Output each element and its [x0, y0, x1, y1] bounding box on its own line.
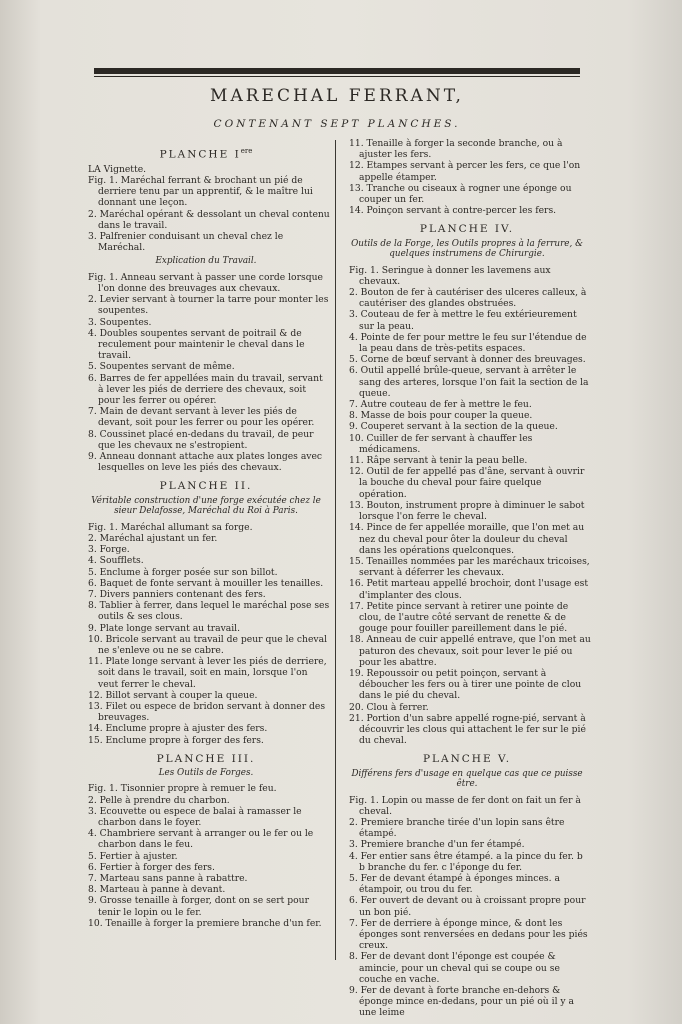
list-item: 5. Corne de bœuf servant à donner des breuvages.: [349, 354, 586, 366]
list-item: 3. Premiere branche d'un fer étampé.: [349, 839, 525, 851]
list-item: 18. Anneau de cuir appellé entrave, que l'on met au paturon des chevaux, soit pour lever le pié ou pour les abattre.: [349, 634, 591, 668]
list-item: 3. Ecouvette ou espece de balai à ramasser le charbon dans le foyer.: [88, 805, 302, 829]
list-item: 7. Main de devant servant à lever les piés de devant, soit pour les ferrer ou pour les opérer.: [88, 406, 315, 429]
page-subtitle: CONTENANT SEPT PLANCHES.: [213, 118, 461, 130]
list-item: 6. Baquet de fonte servant à mouiller les tenailles.: [88, 577, 324, 589]
list-item: 7. Autre couteau de fer à mettre le feu.: [349, 399, 532, 411]
list-item: Fig. 1. Tisonnier propre à remuer le feu.: [88, 783, 277, 795]
list-item: 4. Chambriere servant à arranger ou le fer ou le charbon dans le feu.: [88, 828, 314, 851]
list-item: 7. Marteau sans panne à rabattre.: [88, 873, 248, 885]
list-item: 11. Tenaille à forger la seconde branche, ou à ajuster les fers.: [349, 138, 563, 161]
list-item: 9. Anneau donnant attache aux plates longes avec lesquelles on leve les piés des chevaux.: [88, 451, 323, 474]
list-item: 9. Grosse tenaille à forger, dont on se sert pour tenir le lopin ou le fer.: [88, 895, 309, 918]
list-item: 4. Soufflets.: [88, 555, 144, 567]
list-item: 8. Masse de bois pour couper la queue.: [349, 410, 533, 422]
list-item: 2. Premiere branche tirée d'un lopin sans être étampé.: [349, 816, 565, 840]
planche-1-sup: ere: [240, 147, 253, 155]
list-item: 9. Fer de devant à forte branche en-dehors & éponge mince en-dedans, pour un pié où il y a une leime: [349, 985, 575, 1019]
column-divider: [335, 140, 336, 960]
list-item: Fig. 1. Seringue à donner les lavemens aux chevaux.: [349, 264, 551, 287]
list-item: 8. Marteau à panne à devant.: [88, 884, 226, 896]
list-item: 13. Bouton, instrument propre à diminuer le sabot lorsque l'on ferre le cheval.: [349, 499, 585, 523]
list-item: 3. Soupentes.: [88, 316, 152, 328]
list-item: 2. Maréchal ajustant un fer.: [88, 532, 218, 544]
list-item: Fig. 1. Anneau servant à passer une corde lorsque l'on donne des breuvages aux chevaux.: [88, 271, 323, 295]
planche-1-heading: [82, 146, 330, 161]
list-item: 14. Pince de fer appellée moraille, que l'on met au nez du cheval pour ôter la douleur du cheval dans les opérations quelconques.: [349, 522, 585, 556]
list-item: 12. Billot servant à couper la queue.: [88, 689, 258, 701]
list-item: 21. Portion d'un sabre appellé rogne-pié, servant à découvrir les clous qui attachent le fer sur le pié du cheval.: [349, 712, 586, 747]
list-item: 20. Clou à ferrer.: [349, 701, 429, 713]
planche-3-title: PLANCHE III.: [156, 752, 256, 765]
list-item: 11. Râpe servant à tenir la peau belle.: [349, 455, 528, 467]
list-item: 3. Forge.: [88, 544, 130, 556]
list-item: 4. Doubles soupentes servant de poitrail & de reculement pour maintenir le cheval dans le travail.: [88, 327, 305, 362]
planche-1-title: PLANCHE I: [159, 148, 241, 161]
page-title: MARECHAL FERRANT,: [210, 86, 464, 106]
section-caption: Différens fers d'usage en quelque cas que ce puisse être.: [351, 768, 583, 790]
list-item: 13. Filet ou espece de bridon servant à donner des breuvages.: [88, 700, 326, 724]
list-item: 2. Bouton de fer à cautériser des ulceres calleux, à cautériser des glandes obstruées.: [349, 287, 587, 310]
right-column: [343, 138, 591, 1019]
list-item: 19. Repoussoir ou petit poinçon, servant à déboucher les fers ou à tirer une pointe de clou dans le pié du cheval.: [349, 667, 582, 702]
section-caption: Véritable construction d'une forge exécutée chez le sieur Delafosse, Maréchal du Roi à Paris.: [91, 495, 321, 517]
list-item: 2. Maréchal opérant & dessolant un cheval contenu dans le travail.: [88, 208, 330, 231]
vignette-label: LA Vignette.: [88, 163, 147, 175]
list-item: 8. Tablier à ferrer, dans lequel le maréchal pose ses outils & ses clous.: [88, 600, 330, 623]
list-item: 6. Barres de fer appellées main du travail, servant à lever les piés de derriere des chevaux, soit pour les ferrer ou opérer.: [88, 372, 323, 407]
list-item: 9. Couperet servant à la section de la queue.: [349, 421, 558, 433]
list-item: 14. Enclume propre à ajuster des fers.: [88, 723, 268, 735]
list-item: 14. Poinçon servant à contre-percer les fers.: [349, 205, 557, 217]
planche-2-title: PLANCHE II.: [159, 480, 253, 493]
list-item: 3. Palfrenier conduisant un cheval chez le Maréchal.: [88, 230, 284, 254]
list-item: 6. Fertier à forger des fers.: [88, 861, 215, 873]
list-item: 12. Outil de fer appellé pas d'âne, servant à ouvrir la bouche du cheval pour faire quelque opération.: [349, 466, 585, 500]
list-item: 7. Fer de derriere à éponge mince, & dont les éponges sont renversées en dedans pour les piés creux.: [349, 917, 588, 952]
list-item: 4. Pointe de fer pour mettre le feu sur l'étendue de la peau dans de très-petits espaces.: [349, 331, 587, 355]
left-column: [82, 138, 330, 929]
list-item: 12. Etampes servant à percer les fers, ce que l'on appelle étamper.: [349, 160, 581, 183]
list-item: 10. Cuiller de fer servant à chauffer les médicamens.: [349, 432, 533, 455]
list-item: 10. Bricole servant au travail de peur que le cheval ne s'enleve ou ne se cabre.: [88, 633, 328, 656]
list-item: 17. Petite pince servant à retirer une pointe de clou, de l'autre côté servant de renette & de gouge pour fouiller pareillement dans le pié.: [349, 600, 569, 635]
list-item: Fig. 1. Maréchal ferrant & brochant un pié de derriere tenu par un apprentif, & le maître lui donnant une leçon.: [88, 174, 313, 209]
list-item: 5. Fertier à ajuster.: [88, 850, 178, 862]
header-rule: [94, 68, 580, 74]
list-item: 11. Plate longe servant à lever les piés de derriere, soit dans le travail, soit en main, lorsque l'on veut ferrer le cheval.: [88, 656, 327, 690]
list-item: 5. Fer de devant étampé à éponges minces. a étampoir, ou trou du fer.: [349, 872, 560, 896]
list-item: Fig. 1. Lopin ou masse de fer dont on fait un fer à cheval.: [349, 794, 581, 817]
planche-4-title: PLANCHE IV.: [419, 223, 515, 236]
list-item: 13. Tranche ou ciseaux à rogner une éponge ou couper un fer.: [349, 182, 572, 206]
list-item: 4. Fer entier sans être étampé. a la pince du fer. b b branche du fer. c l'éponge du fer.: [349, 850, 583, 873]
list-item: 7. Divers panniers contenant des fers.: [88, 588, 266, 600]
planche-5-title: PLANCHE V.: [422, 753, 512, 766]
list-item: 5. Enclume à forger posée sur son billot.: [88, 566, 278, 578]
list-item: 10. Tenaille à forger la premiere branche d'un fer.: [88, 917, 322, 929]
list-item: 9. Plate longe servant au travail.: [88, 622, 241, 634]
header-rule-thin: [94, 76, 580, 77]
section-caption: Outils de la Forge, les Outils propres à la ferrure, & quelques instrumens de Chirurgie.: [351, 238, 583, 260]
list-item: 2. Levier servant à tourner la tarre pour monter les soupentes.: [88, 294, 329, 317]
list-item: 15. Tenailles nommées par les maréchaux tricoises, servant à déferrer les chevaux.: [349, 555, 590, 579]
list-item: 2. Pelle à prendre du charbon.: [88, 794, 230, 806]
list-item: 15. Enclume propre à forger des fers.: [88, 734, 264, 746]
list-item: 6. Outil appellé brûle-queue, servant à arrêter le sang des arteres, lorsque l'on fait la section de la queue.: [349, 365, 589, 399]
section-caption: Explication du Travail.: [155, 256, 257, 267]
list-item: Fig. 1. Maréchal allumant sa forge.: [88, 521, 253, 533]
list-item: 6. Fer ouvert de devant ou à croissant propre pour un bon pié.: [349, 895, 586, 918]
section-caption: Les Outils de Forges.: [158, 767, 254, 778]
list-item: 8. Fer de devant dont l'éponge est coupée & amincie, pour un cheval qui se coupe ou se couche en vache.: [349, 951, 560, 985]
list-item: 16. Petit marteau appellé brochoir, dont l'usage est d'implanter des clous.: [349, 578, 589, 601]
list-item: 3. Couteau de fer à mettre le feu extérieurement sur la peau.: [349, 309, 577, 332]
list-item: 5. Soupentes servant de même.: [88, 361, 235, 373]
list-item: 8. Coussinet placé en-dedans du travail, de peur que les chevaux ne s'estropient.: [88, 428, 314, 451]
